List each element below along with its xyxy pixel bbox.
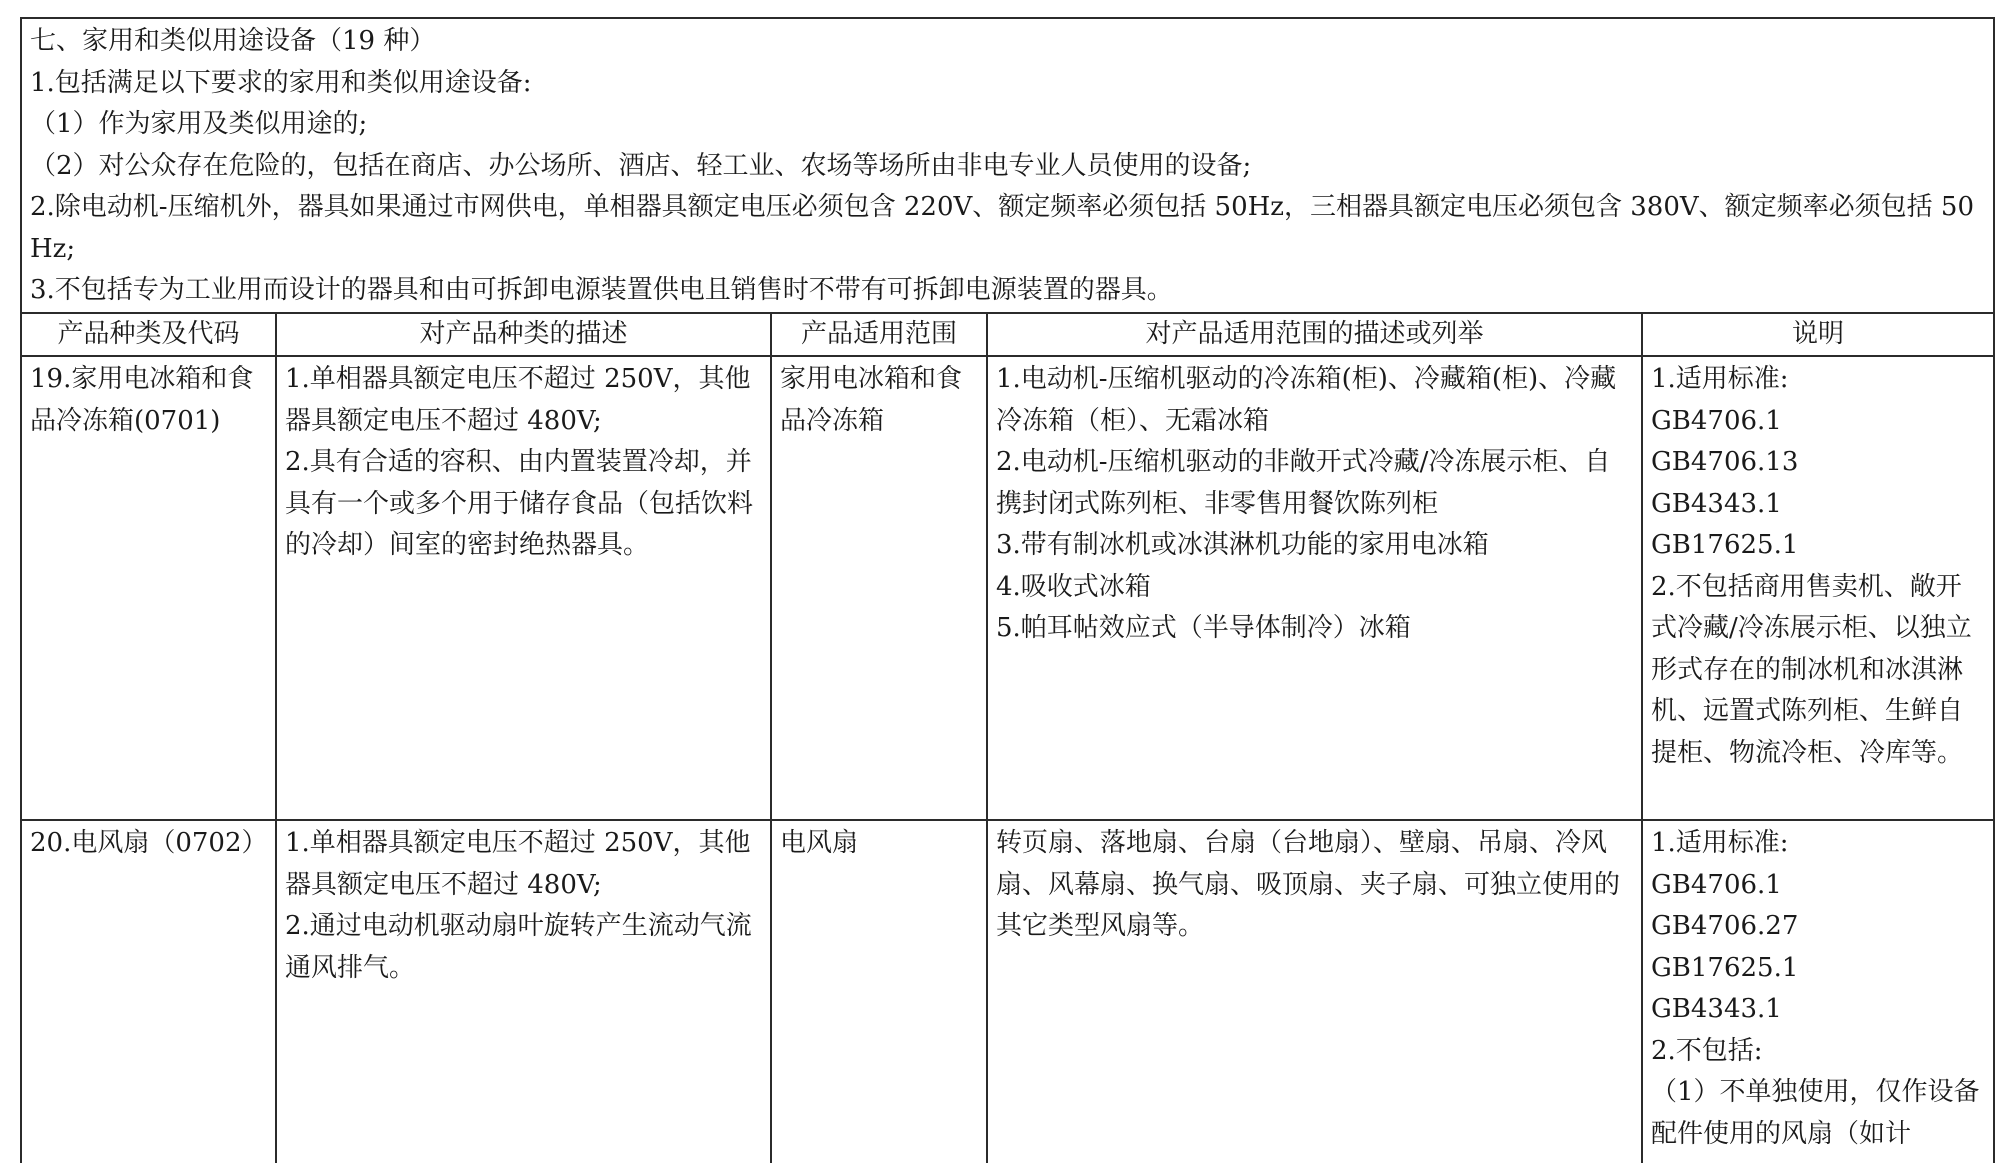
intro-line: 2.除电动机-压缩机外，器具如果通过市网供电，单相器具额定电压必须包含 220V、额定频率必须包括 50Hz，三相器具额定电压必须包含 380V、额定频率必须包括 50Hz; [30, 192, 1974, 264]
standard-code: GB17625.1 [1651, 952, 1799, 983]
standard-code: GB4706.1 [1651, 405, 1782, 436]
description-item: 1.单相器具额定电压不超过 250V，其他器具额定电压不超过 480V; [285, 364, 751, 436]
note-item: 1.适用标准: [1651, 828, 1789, 858]
section-intro [21, 18, 1994, 313]
notes-cell [1642, 820, 1994, 1163]
column-header: 对产品种类的描述 [276, 313, 771, 357]
standard-code: GB4706.27 [1651, 911, 1799, 941]
section-intro-row [21, 18, 1994, 313]
scope-item: 1.电动机-压缩机驱动的冷冻箱(柜)、冷藏箱(柜)、冷藏冷冻箱（柜）、无霜冰箱 [996, 364, 1617, 436]
column-header: 产品适用范围 [771, 313, 987, 357]
note-item: 2.不包括: [1651, 1035, 1763, 1066]
product-category-cell [21, 356, 276, 820]
note-item: 1.适用标准: [1651, 364, 1789, 394]
document-page [20, 17, 1993, 1152]
section-title: 七、家用和类似用途设备（19 种） [30, 26, 436, 56]
standard-code: GB4706.13 [1651, 447, 1799, 477]
note-item: 2.不包括商用售卖机、敞开式冷藏/冷冻展示柜、以独立形式存在的制冰机和冰淇淋机、远置式陈列柜、生鲜自提柜、物流冷柜、冷库等。 [1651, 571, 1972, 768]
table-row [21, 356, 1994, 820]
note-item: （1）不单独使用，仅作设备配件使用的风扇（如计 [1651, 1077, 1980, 1149]
scope-item: 5.帕耳帖效应式（半导体制冷）冰箱 [996, 613, 1411, 643]
scope-item: 3.带有制冰机或冰淇淋机功能的家用电冰箱 [996, 530, 1489, 560]
table-header-row [21, 313, 1994, 357]
scope-description-cell [987, 820, 1642, 1163]
product-category: 19.家用电冰箱和食品冷冻箱(0701) [30, 364, 254, 436]
table-row [21, 820, 1994, 1163]
scope-item: 转页扇、落地扇、台扇（台地扇）、壁扇、吊扇、冷风扇、风幕扇、换气扇、吸顶扇、夹子扇、可独立使用的其它类型风扇等。 [996, 828, 1621, 941]
column-header: 产品种类及代码 [21, 313, 276, 357]
standard-code: GB17625.1 [1651, 530, 1799, 560]
product-category-cell [21, 820, 276, 1163]
intro-line: （2）对公众存在危险的，包括在商店、办公场所、酒店、轻工业、农场等场所由非电专业人员使用的设备; [30, 150, 1252, 181]
description-item: 1.单相器具额定电压不超过 250V，其他器具额定电压不超过 480V; [285, 828, 751, 900]
standard-code: GB4343.1 [1651, 488, 1782, 519]
intro-line: 3.不包括专为工业用而设计的器具和由可拆卸电源装置供电且销售时不带有可拆卸电源装置的器具。 [30, 275, 1173, 305]
description-item: 2.具有合适的容积、由内置装置冷却，并具有一个或多个用于储存食品（包括饮料的冷却）间室的密封绝热器具。 [285, 447, 754, 560]
product-scope: 家用电冰箱和食品冷冻箱 [780, 364, 963, 436]
column-header: 说明 [1642, 313, 1994, 357]
scope-item: 4.吸收式冰箱 [996, 571, 1151, 602]
category-description-cell [276, 356, 771, 820]
scope-cell [771, 820, 987, 1163]
standard-code: GB4706.1 [1651, 869, 1782, 900]
product-scope: 电风扇 [780, 828, 859, 858]
scope-description-cell [987, 356, 1642, 820]
scope-item: 2.电动机-压缩机驱动的非敞开式冷藏/冷冻展示柜、自携封闭式陈列柜、非零售用餐饮陈列柜 [996, 447, 1611, 519]
scope-cell [771, 356, 987, 820]
standard-code: GB4343.1 [1651, 994, 1782, 1024]
description-item: 2.通过电动机驱动扇叶旋转产生流动气流通风排气。 [285, 911, 752, 983]
intro-line: 1.包括满足以下要求的家用和类似用途设备: [30, 67, 532, 98]
catalog-table [20, 17, 1995, 1163]
column-header: 对产品适用范围的描述或列举 [987, 313, 1642, 357]
category-description-cell [276, 820, 771, 1163]
product-category: 20.电风扇（0702） [30, 828, 268, 858]
intro-line: （1）作为家用及类似用途的; [30, 109, 368, 139]
notes-cell [1642, 356, 1994, 820]
